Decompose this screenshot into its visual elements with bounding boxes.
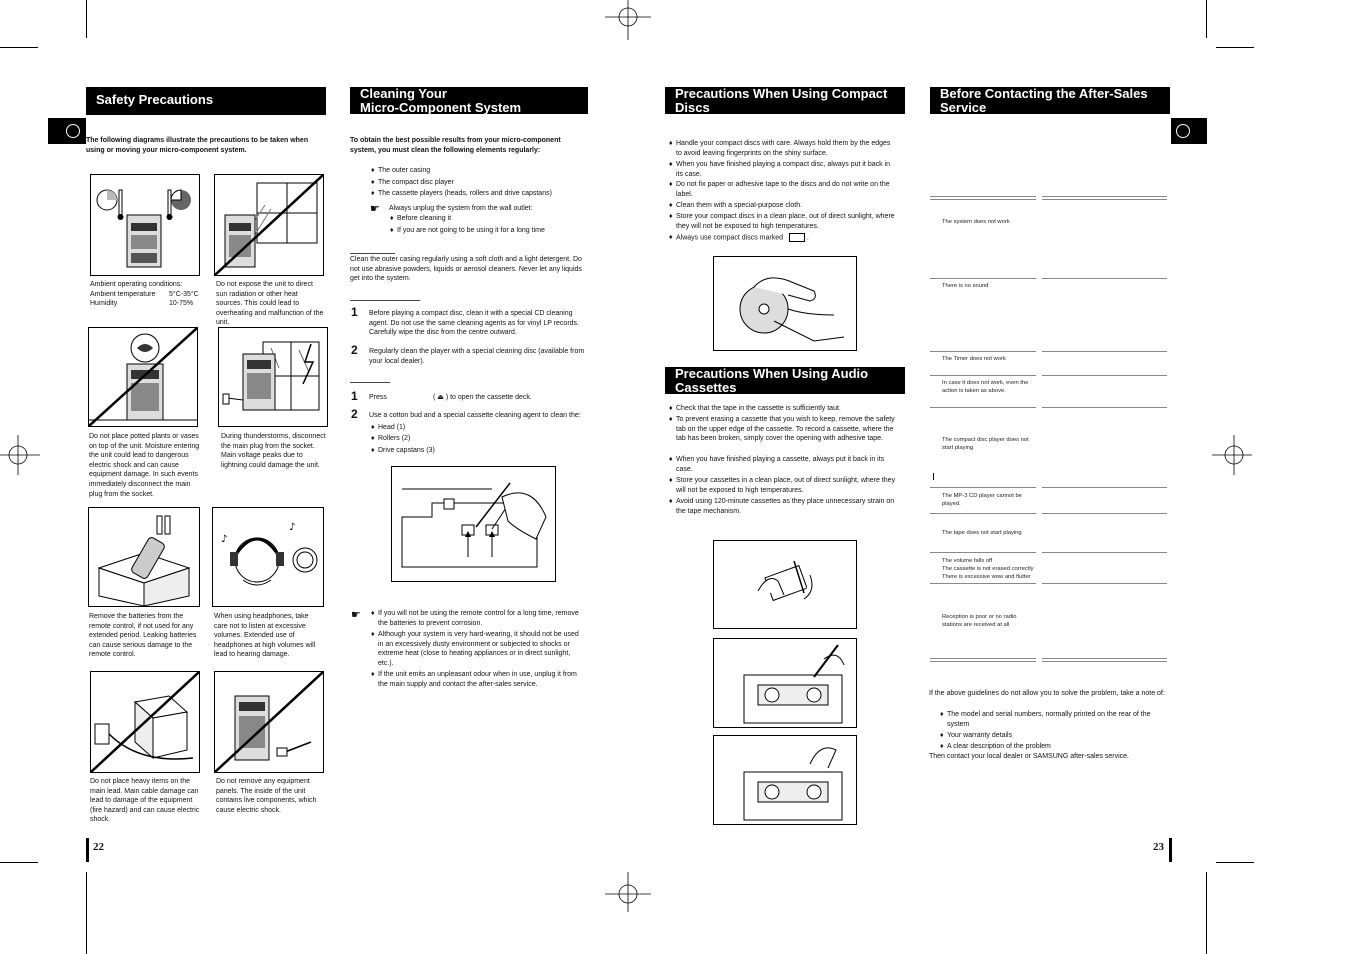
symptom-row: The compact disc player does not start playing xyxy=(942,437,1029,451)
potted-plants-illustration xyxy=(88,327,198,427)
page-number: 22 xyxy=(93,841,104,853)
cd-item: ♦ Clean them with a special-purpose cloth. xyxy=(669,202,803,209)
registration-mark-icon xyxy=(1212,435,1252,475)
service-footer-item: ♦ The model and serial numbers, normally printed on the rear of the system xyxy=(940,711,1151,728)
audio-title: Precautions When Using Audio Cassettes xyxy=(665,367,905,394)
tape-tension-illustration xyxy=(713,540,857,629)
language-tab xyxy=(1171,118,1207,144)
symptom-row: The Timer does not work xyxy=(942,356,1006,362)
direct-sun-illustration xyxy=(214,174,324,276)
cd-item: ♦ When you have finished playing a compact disc, always put it back in its case. xyxy=(669,161,891,178)
symptom-row: Reception is poor or no radio stations are received at all xyxy=(942,614,1017,628)
symptom-row: The MP-3 CD player cannot be played. xyxy=(942,493,1022,507)
unplug-item: ♦ If you are not going to be using it for a long time xyxy=(390,227,545,234)
service-footer-item: ♦ Your warranty details xyxy=(940,732,1013,739)
cd-item: ♦ Handle your compact discs with care. Always hold them by the edges to avoid leaving fingerprints on the shiny surface. xyxy=(669,140,891,157)
compact-disc-logo-icon xyxy=(789,233,805,242)
tape-item: ♦ Drive capstans (3) xyxy=(371,447,435,454)
audio-item: ♦ Check that the tape in the cassette is sufficiently taut. xyxy=(669,405,841,412)
registration-mark-icon xyxy=(605,0,651,40)
service-footer-end: Then contact your local dealer or SAMSUNG after-sales service. xyxy=(929,753,1129,760)
ambient-conditions-illustration xyxy=(90,174,200,276)
cleaning-intro: To obtain the best possible results from your micro-component system, you must clean the following elements regularly: xyxy=(350,137,561,154)
service-title: Before Contacting the After-Sales Service xyxy=(930,87,1170,114)
cassette-tape-cover-illustration xyxy=(713,735,857,825)
remove-batteries-illustration xyxy=(88,507,200,607)
registration-mark-icon xyxy=(605,872,651,912)
safety-intro: The following diagrams illustrate the precautions to be taken when using or moving your micro-component system. xyxy=(86,137,309,154)
tape-step-1: Press ( ⏏ ) to open the cassette deck. xyxy=(369,394,532,401)
audio-item: ♦ Store your cassettes in a clean place, out of direct sunlight, where they will not be exposed to high temperatures. xyxy=(669,477,896,494)
audio-item: ♦ To prevent erasing a cassette that you wish to keep, remove the safety tab on the upper edge of the cassette. To record a cassette, where the tab has been broken, simply cover the opening with adhesive tape. xyxy=(669,416,895,443)
cleaning-note: ♦ If you will not be using the remote control for a long time, remove the batteries to prevent corrosion. xyxy=(371,610,579,627)
tape-item: ♦ Head (1) xyxy=(371,424,406,431)
symptom-row: There is excessive wow and flutter xyxy=(942,574,1031,580)
cleaning-item: ♦ The outer casing xyxy=(371,167,431,174)
symptom-row: In case it does not work, even the action is taken as above. xyxy=(942,380,1029,394)
symptom-row: The cassette is not erased correctly xyxy=(942,566,1034,572)
caption-plants: Do not place potted plants or vases on top of the unit. Moisture entering the unit could lead to dangerous electric shock and can cause equipment damage. In such events immediately disconnect the main plug from the socket. xyxy=(89,433,200,498)
unplug-note: Always unplug the system from the wall outlet: xyxy=(389,205,533,212)
service-footer-item: ♦ A clear description of the problem xyxy=(940,743,1051,750)
page-number: 23 xyxy=(1153,841,1164,853)
caption-headphones: When using headphones, take care not to listen at excessive volumes. Extended use of headphones at high volumes will lead to hearing damage. xyxy=(214,613,316,659)
svg-text:♪: ♪ xyxy=(289,522,296,533)
symptom-row: There is no sound xyxy=(942,283,989,289)
cleaning-title: Cleaning Your Micro-Component System xyxy=(350,87,588,114)
audio-item: ♦ When you have finished playing a cassette, always put it back in its case. xyxy=(669,456,885,473)
cleaning-note: ♦ Although your system is very hard-wearing, it should not be used in an excessively dusty environment or subjected to shocks or extreme heat (close to heating appliances or in direct sunlight, etc.). xyxy=(371,631,579,667)
unplug-item: ♦ Before cleaning it xyxy=(390,215,452,222)
tape-step-2: Use a cotton bud and a special cassette cleaning agent to clean the: xyxy=(369,412,581,419)
step-number: 1 xyxy=(351,389,358,403)
hand-pointer-icon: ☛ xyxy=(370,202,380,215)
heavy-items-illustration xyxy=(90,671,200,773)
step-number: 2 xyxy=(351,407,358,421)
cassette-tab-illustration xyxy=(713,638,857,728)
casing-text: Clean the outer casing regularly using a soft cloth and a light detergent. Do not use abrasive powders, liquids or aerosol cleaners. Never let any liquids get into the system. xyxy=(350,256,582,283)
language-tab xyxy=(48,118,86,144)
caption-heavy: Do not place heavy items on the main lead. Main cable damage can lead to damage of the equipment (fire hazard) and can cause electric shock. xyxy=(90,778,200,824)
cleaning-note: ♦ If the unit emits an unpleasant odour when in use, unplug it from the main supply and contact the after-sales service. xyxy=(371,671,577,688)
cd-step-2: Regularly clean the player with a special cleaning disc (available from your local dealer). xyxy=(369,348,585,365)
safety-title: Safety Precautions xyxy=(86,87,326,114)
cd-step-1: Before playing a compact disc, clean it with a special CD cleaning agent. Do not use the same cleaning agents as for vinyl LP records. Carefully wipe the disc from the centre outward. xyxy=(369,310,579,337)
symptom-row: The tape does not start playing xyxy=(942,530,1022,536)
cd-item: ♦ Store your compact discs in a clean place, out of direct sunlight, where they will not be exposed to high temperatures. xyxy=(669,213,895,230)
caption-storm: During thunderstorms, disconnect the main plug from the socket. Main voltage peaks due to lightning could damage the unit. xyxy=(221,433,326,469)
thunderstorm-illustration xyxy=(218,327,328,427)
step-number: 1 xyxy=(351,305,358,319)
audio-item: ♦ Avoid using 120-minute cassettes as they place unnecessary strain on the tape mechanism. xyxy=(669,498,895,515)
headphones-illustration xyxy=(212,507,324,607)
step-number: 2 xyxy=(351,343,358,357)
cd-handling-illustration xyxy=(713,256,857,351)
cd-item: ♦ Always use compact discs marked . xyxy=(669,234,809,242)
service-footer-intro: If the above guidelines do not allow you to solve the problem, take a note of: xyxy=(929,690,1165,697)
registration-mark-icon xyxy=(0,435,40,475)
svg-text:♪: ♪ xyxy=(221,534,228,545)
symptom-row: The volume falls off xyxy=(942,558,993,564)
symptom-row: The system does not work xyxy=(942,219,1010,225)
cleaning-item: ♦ The compact disc player xyxy=(371,179,454,186)
caption-panels: Do not remove any equipment panels. The inside of the unit contains live components, which cause electric shock. xyxy=(216,778,317,814)
hand-pointer-icon: ☛ xyxy=(351,608,361,621)
tape-item: ♦ Rollers (2) xyxy=(371,435,411,442)
caption-batteries: Remove the batteries from the remote control, if not used for any extended period. Leaking batteries can cause serious damage to the remote control. xyxy=(89,613,197,659)
cleaning-item: ♦ The cassette players (heads, rollers and drive capstans) xyxy=(371,190,552,197)
caption-ambient: Ambient operating conditions: Ambient temperature 5°C-35°C Humidity 10-75% xyxy=(90,281,199,308)
cd-item: ♦ Do not fix paper or adhesive tape to the discs and do not write on the label. xyxy=(669,181,890,198)
remove-panels-illustration xyxy=(214,671,324,773)
caption-sun: Do not expose the unit to direct sun radiation or other heat sources. This could lead to overheating and malfunction of the unit. xyxy=(216,281,324,327)
cd-title: Precautions When Using Compact Discs xyxy=(665,87,905,114)
cassette-cleaning-illustration xyxy=(391,466,556,582)
